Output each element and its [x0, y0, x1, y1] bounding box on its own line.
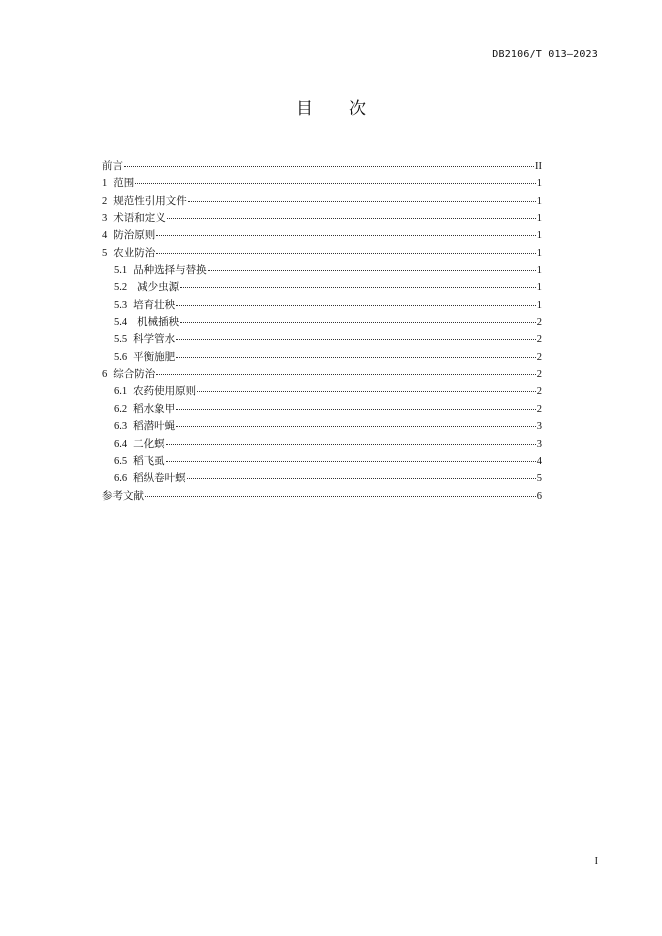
- toc-entry[interactable]: [102, 401, 542, 418]
- toc-entry-label: 综合防治: [113, 369, 156, 381]
- toc-entry-number: 1: [102, 178, 108, 190]
- toc-entry-number: 5.2: [114, 282, 128, 294]
- dot-leader: [176, 357, 536, 358]
- toc-entry-label: 范围: [113, 178, 135, 190]
- toc-entry-label: 稻潜叶蝇: [133, 421, 176, 433]
- dot-leader: [180, 322, 536, 323]
- toc-entry-label: 规范性引用文件: [113, 195, 187, 207]
- dot-leader: [124, 166, 534, 167]
- toc-entry-label: 参考文献: [102, 490, 144, 502]
- toc-entry[interactable]: [102, 245, 542, 262]
- toc-entry-page: 2: [536, 386, 542, 398]
- toc-entry-label: 培育壮秧: [133, 299, 176, 311]
- toc-entry-page: 2: [536, 334, 542, 346]
- dot-leader: [156, 374, 536, 375]
- toc-entry[interactable]: [102, 436, 542, 453]
- toc-entry-label: 农业防治: [113, 247, 156, 259]
- toc-entry-number: 6.1: [114, 386, 128, 398]
- toc-entry-number: 6.3: [114, 421, 128, 433]
- toc-entry-number: 5.5: [114, 334, 128, 346]
- toc-entry-page: 3: [536, 438, 542, 450]
- toc-entry-label: 机械插秧: [137, 317, 180, 329]
- toc-entry[interactable]: [102, 453, 542, 470]
- toc-entry-label: 农药使用原则: [133, 386, 197, 398]
- dot-leader: [176, 426, 536, 427]
- toc-entry[interactable]: [102, 262, 542, 279]
- toc-entry-page: 1: [536, 282, 542, 294]
- document-code: DB2106/T 013—2023: [492, 49, 598, 60]
- toc-entry-label: 前言: [102, 161, 123, 172]
- dot-leader: [156, 235, 536, 236]
- toc-entry[interactable]: [102, 383, 542, 400]
- toc-entry-label: 稻水象甲: [133, 403, 176, 415]
- toc-entry[interactable]: [102, 158, 542, 175]
- toc-entry-page: 1: [536, 178, 542, 190]
- toc-entry-page: 1: [536, 230, 542, 242]
- toc-entry-number: 6.6: [114, 473, 128, 485]
- toc-entry-page: 2: [536, 317, 542, 329]
- toc-entry-page: 1: [536, 299, 542, 311]
- toc-entry[interactable]: [102, 418, 542, 435]
- table-of-contents: [102, 158, 542, 505]
- toc-entry-page: 1: [536, 265, 542, 277]
- toc-entry-number: 6.5: [114, 455, 128, 467]
- toc-entry-label: 科学管水: [133, 334, 176, 346]
- dot-leader: [180, 287, 536, 288]
- dot-leader: [176, 409, 536, 410]
- toc-entry-page: 5: [536, 473, 542, 485]
- toc-entry-label: 平衡施肥: [133, 351, 176, 363]
- dot-leader: [188, 201, 536, 202]
- dot-leader: [166, 444, 536, 445]
- toc-entry-number: 5.3: [114, 299, 128, 311]
- toc-entry[interactable]: [102, 314, 542, 331]
- toc-entry-page: 1: [536, 247, 542, 259]
- toc-entry-number: 6.4: [114, 438, 128, 450]
- toc-entry-page: 2: [536, 403, 542, 415]
- toc-entry[interactable]: [102, 488, 542, 505]
- dot-leader: [197, 391, 536, 392]
- toc-entry-number: 2: [102, 195, 108, 207]
- dot-leader: [176, 339, 536, 340]
- toc-entry[interactable]: [102, 349, 542, 366]
- toc-entry-label: 二化螟: [133, 438, 165, 450]
- toc-entry-page: II: [535, 161, 542, 172]
- toc-entry-number: 3: [102, 213, 108, 225]
- toc-entry-label: 品种选择与替换: [133, 265, 207, 277]
- toc-entry-page: 1: [536, 195, 542, 207]
- dot-leader: [187, 478, 536, 479]
- toc-entry[interactable]: [102, 279, 542, 296]
- page-title: [0, 94, 662, 119]
- toc-entry-number: 4: [102, 230, 108, 242]
- toc-entry-label: 稻纵卷叶螟: [133, 473, 186, 485]
- toc-entry-number: 5.6: [114, 351, 128, 363]
- toc-entry[interactable]: [102, 175, 542, 192]
- toc-entry-page: 2: [536, 351, 542, 363]
- toc-entry-label: 防治原则: [113, 230, 156, 242]
- toc-entry[interactable]: [102, 366, 542, 383]
- title-char-2: 次: [349, 99, 366, 119]
- toc-entry-label: 稻飞虱: [133, 455, 165, 467]
- dot-leader: [166, 461, 536, 462]
- title-char-1: 目: [296, 99, 313, 119]
- dot-leader: [156, 253, 536, 254]
- dot-leader: [176, 305, 536, 306]
- toc-entry-number: 6.2: [114, 403, 128, 415]
- toc-entry-page: 3: [536, 421, 542, 433]
- toc-entry-number: 5.1: [114, 265, 128, 277]
- toc-entry-label: 减少虫源: [137, 282, 180, 294]
- page-number: I: [594, 856, 598, 867]
- dot-leader: [135, 183, 536, 184]
- toc-entry-page: 4: [536, 455, 542, 467]
- toc-entry[interactable]: [102, 331, 542, 348]
- toc-entry[interactable]: [102, 227, 542, 244]
- toc-entry-page: 1: [536, 213, 542, 225]
- toc-entry-page: 6: [536, 490, 542, 502]
- toc-entry-page: 2: [536, 369, 542, 381]
- toc-entry[interactable]: [102, 210, 542, 227]
- toc-entry[interactable]: [102, 193, 542, 210]
- toc-entry-number: 6: [102, 369, 108, 381]
- toc-entry[interactable]: [102, 470, 542, 487]
- toc-entry-label: 术语和定义: [113, 213, 166, 225]
- toc-entry-number: 5: [102, 247, 108, 259]
- dot-leader: [167, 218, 536, 219]
- toc-entry-number: 5.4: [114, 317, 128, 329]
- dot-leader: [208, 270, 536, 271]
- toc-entry[interactable]: [102, 297, 542, 314]
- dot-leader: [145, 496, 536, 497]
